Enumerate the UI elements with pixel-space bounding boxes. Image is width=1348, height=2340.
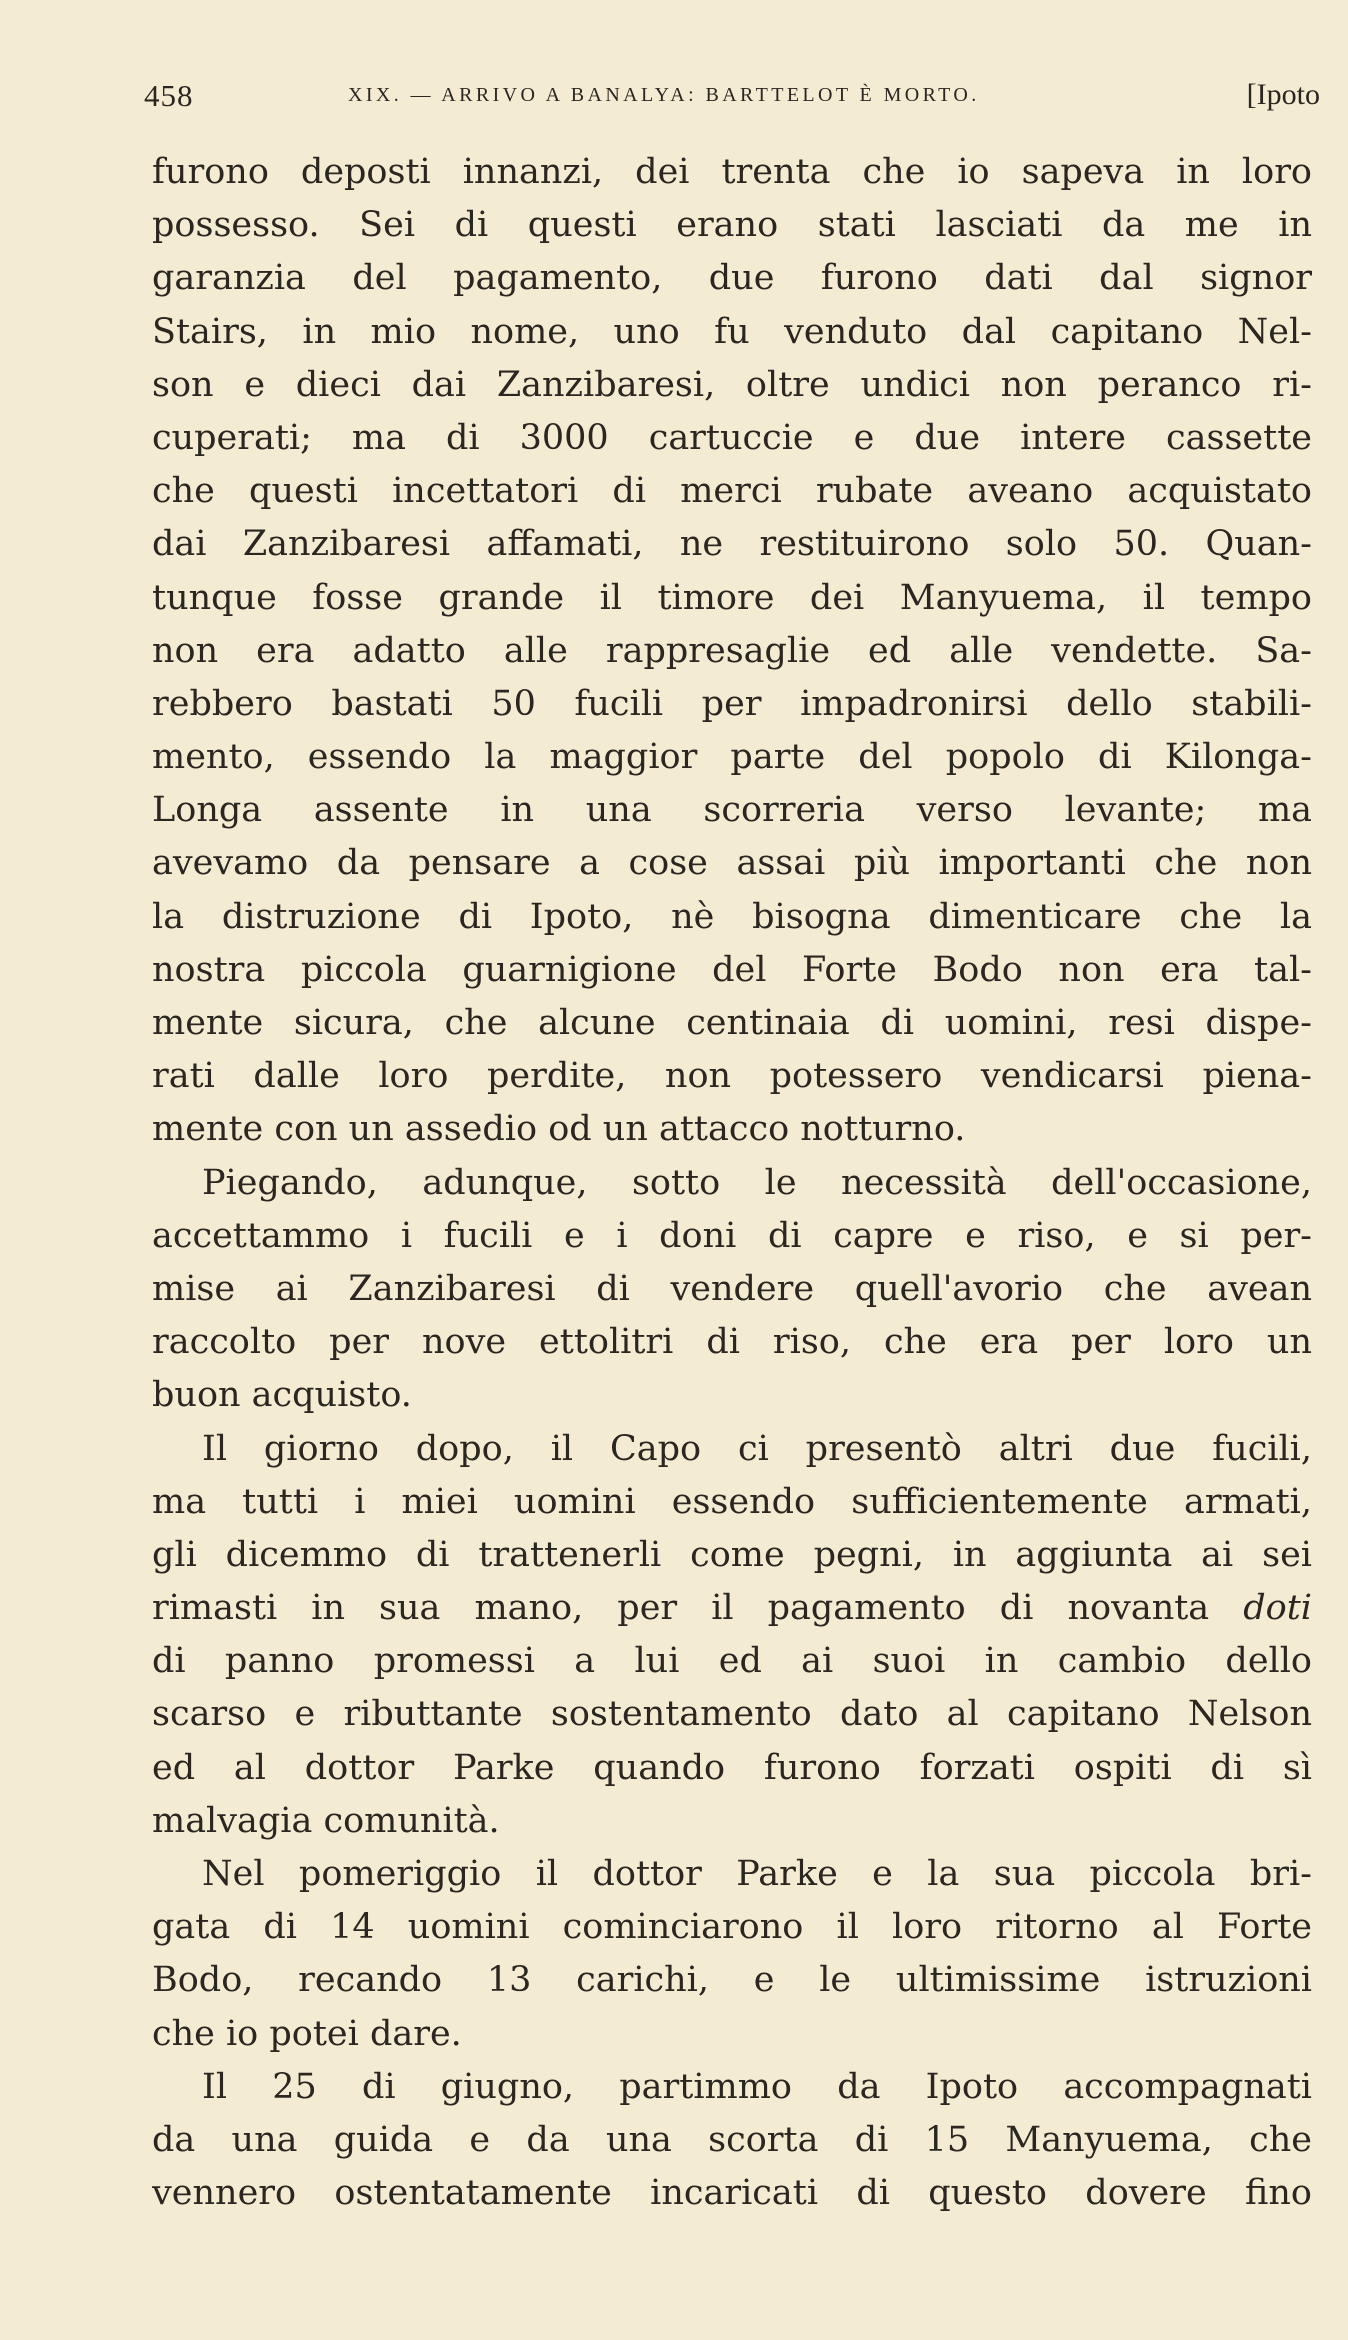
text-line: mento, essendo la maggior parte del popolo di Kilonga- [152,737,1312,778]
text-line: rati dalle loro perdite, non potessero vendicarsi piena- [152,1056,1312,1097]
text-line: Il giorno dopo, il Capo ci presentò altri due fucili, [202,1428,1312,1469]
running-head [140,78,1320,122]
text-line: Bodo, recando 13 carichi, e le ultimissime istruzioni [152,1960,1312,2001]
text-line: la distruzione di Ipoto, nè bisogna dimenticare che la [152,896,1312,937]
running-head-right: [Ipoto [1246,78,1320,111]
text-line: nostra piccola guarnigione del Forte Bodo non era tal- [152,949,1312,990]
text-line: che io potei dare. [152,2013,462,2054]
text-line: raccolto per nove ettolitri di riso, che era per loro un [152,1322,1312,1363]
text-line: gli dicemmo di trattenerli come pegni, in aggiunta ai sei [152,1534,1312,1575]
text-line: possesso. Sei di questi erano stati lasciati da me in [152,205,1312,246]
text-line: garanzia del pagamento, due furono dati dal signor [152,258,1312,299]
italic-word: doti [1243,1588,1312,1629]
text-line: mente sicura, che alcune centinaia di uomini, resi dispe- [152,1003,1312,1043]
text-line: gata di 14 uomini cominciarono il loro ritorno al Forte [152,1907,1312,1948]
text-line-with-italic [152,1582,1312,1635]
text-line: ma tutti i miei uomini essendo sufficientemente armati, [152,1481,1312,1522]
text-line: Il 25 di giugno, partimmo da Ipoto accompagnati [202,2066,1312,2107]
text-line: vennero ostentatamente incaricati di questo dovere fino [152,2173,1312,2214]
text-line: Piegando, adunque, sotto le necessità dell'occasione, [202,1162,1312,1203]
text-line: furono deposti innanzi, dei trenta che io sapeva in loro [152,152,1312,192]
text-line: buon acquisto. [152,1375,412,1416]
text-line: avevamo da pensare a cose assai più importanti che non [152,843,1312,884]
text-line-start: rimasti in sua mano, per il pagamento di novanta [152,1588,1210,1629]
text-line: ed al dottor Parke quando furono forzati ospiti di sì [152,1747,1312,1788]
text-line: malvagia comunità. [152,1800,500,1841]
text-line: Longa assente in una scorreria verso levante; ma [152,790,1312,831]
text-line: rebbero bastati 50 fucili per impadronirsi dello stabili- [152,683,1312,724]
text-line: mise ai Zanzibaresi di vendere quell'avorio che avean [152,1268,1312,1309]
text-line: Stairs, in mio nome, uno fu venduto dal capitano Nel- [152,311,1312,352]
text-line: Nel pomeriggio il dottor Parke e la sua piccola bri- [202,1854,1312,1894]
text-line: scarso e ributtante sostentamento dato al capitano Nelson [152,1694,1312,1735]
running-title: XIX. — ARRIVO A BANALYA: BARTTELOT È MORTO. [348,84,980,106]
text-line: non era adatto alle rappresaglie ed alle vendette. Sa- [152,630,1312,671]
text-line: dai Zanzibaresi affamati, ne restituirono solo 50. Quan- [152,524,1312,565]
text-line: cuperati; ma di 3000 cartuccie e due intere cassette [152,417,1312,458]
text-line: che questi incettatori di merci rubate aveano acquistato [152,471,1312,512]
page-number: 458 [144,78,194,113]
text-line: tunque fosse grande il timore dei Manyuema, il tempo [152,577,1312,618]
text-line: accettammo i fucili e i doni di capre e riso, e si per- [152,1215,1312,1256]
body-text [152,146,1312,2220]
text-line: mente con un assedio od un attacco notturno. [152,1109,966,1150]
text-line: son e dieci dai Zanzibaresi, oltre undici non peranco ri- [152,364,1312,405]
text-line: di panno promessi a lui ed ai suoi in cambio dello [152,1641,1312,1682]
text-line: da una guida e da una scorta di 15 Manyuema, che [152,2119,1312,2160]
